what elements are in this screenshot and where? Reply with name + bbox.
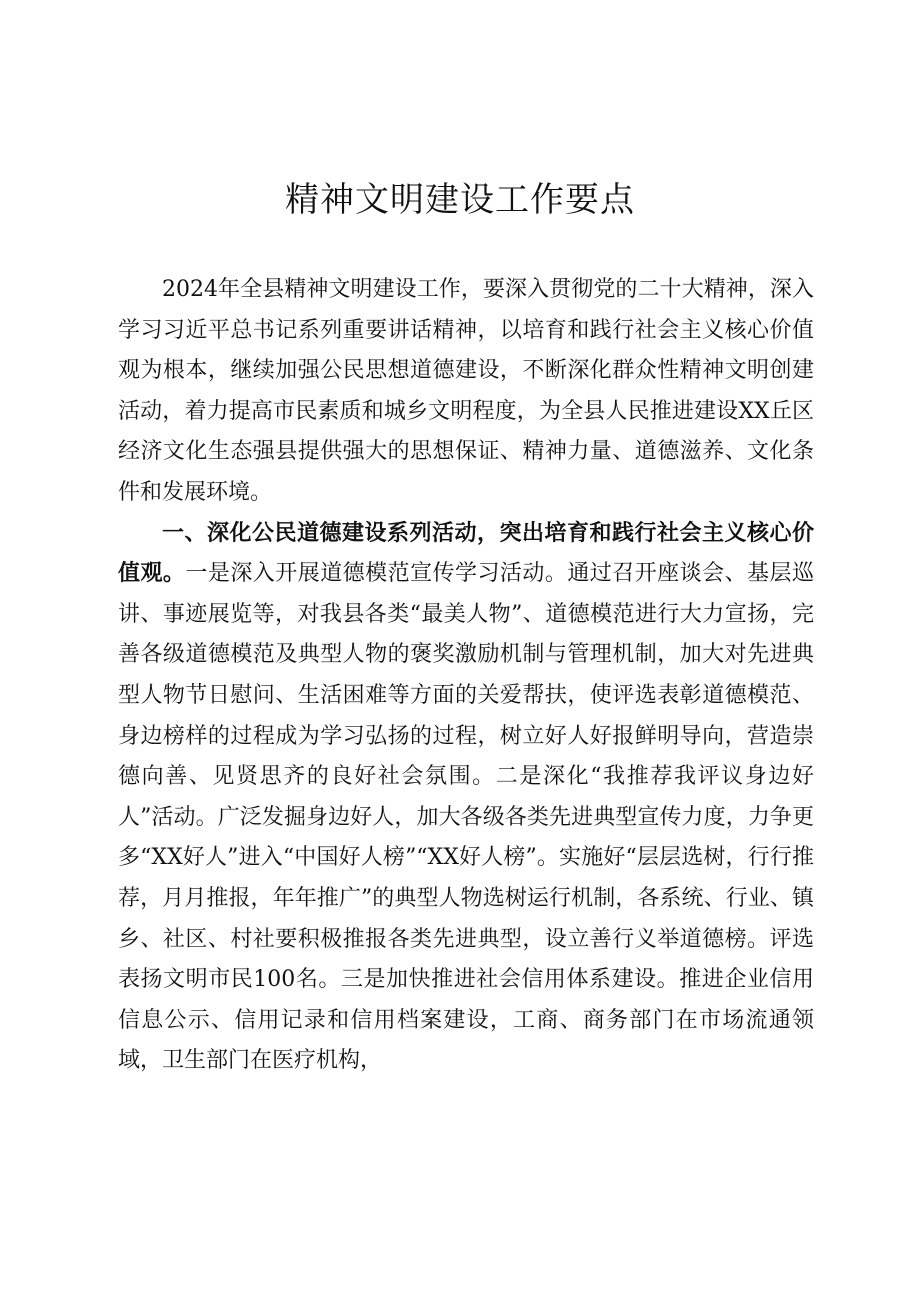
intro-paragraph: 2024年全县精神文明建设工作，要深入贯彻党的二十大精神，深入学习习近平总书记系列重要讲话精神，以培育和践行社会主义核心价值观为根本，继续加强公民思想道德建设，不断深化群众性精神文明创建活动，着力提高市民素质和城乡文明程度，为全县人民推进建设XX丘区经济文化生态强县提供强大的思想保证、精神力量、道德滋养、文化条件和发展环境。 (118, 277, 814, 505)
document-body (118, 270, 814, 1082)
section-1-body: 一是深入开展道德模范宣传学习活动。通过召开座谈会、基层巡讲、事迹展览等，对我县各类“最美人物”、道德模范进行大力宣扬，完善各级道德模范及典型人物的褒奖激励机制与管理机制，加大对先进典型人物节日慰问、生活困难等方面的关爱帮扶，使评选表彰道德模范、身边榜样的过程成为学习弘扬的过程，树立好人好报鲜明导向，营造崇德向善、见贤思齐的良好社会氛围。二是深化“我推荐我评议身边好人”活动。广泛发掘身边好人，加大各级各类先进典型宣传力度，力争更多“XX好人”进入“中国好人榜”“XX好人榜”。实施好“层层选树，行行推荐，月月推报，年年推广”的典型人物选树运行机制，各系统、行业、镇乡、社区、村社要积极推报各类先进典型，设立善行义举道德榜。评选表扬文明市民100名。三是加快推进社会信用体系建设。推进企业信用信息公示、信用记录和信用档案建设，工商、商务部门在市场流通领域，卫生部门在医疗机构， (118, 561, 814, 1074)
document-title: 精神文明建设工作要点 (285, 180, 635, 220)
section-1-paragraph (118, 514, 814, 1082)
section-1-heading: 一、深化公民道德建设系列活动，突出培育和践行社会主义核心价值观。 (118, 520, 814, 587)
